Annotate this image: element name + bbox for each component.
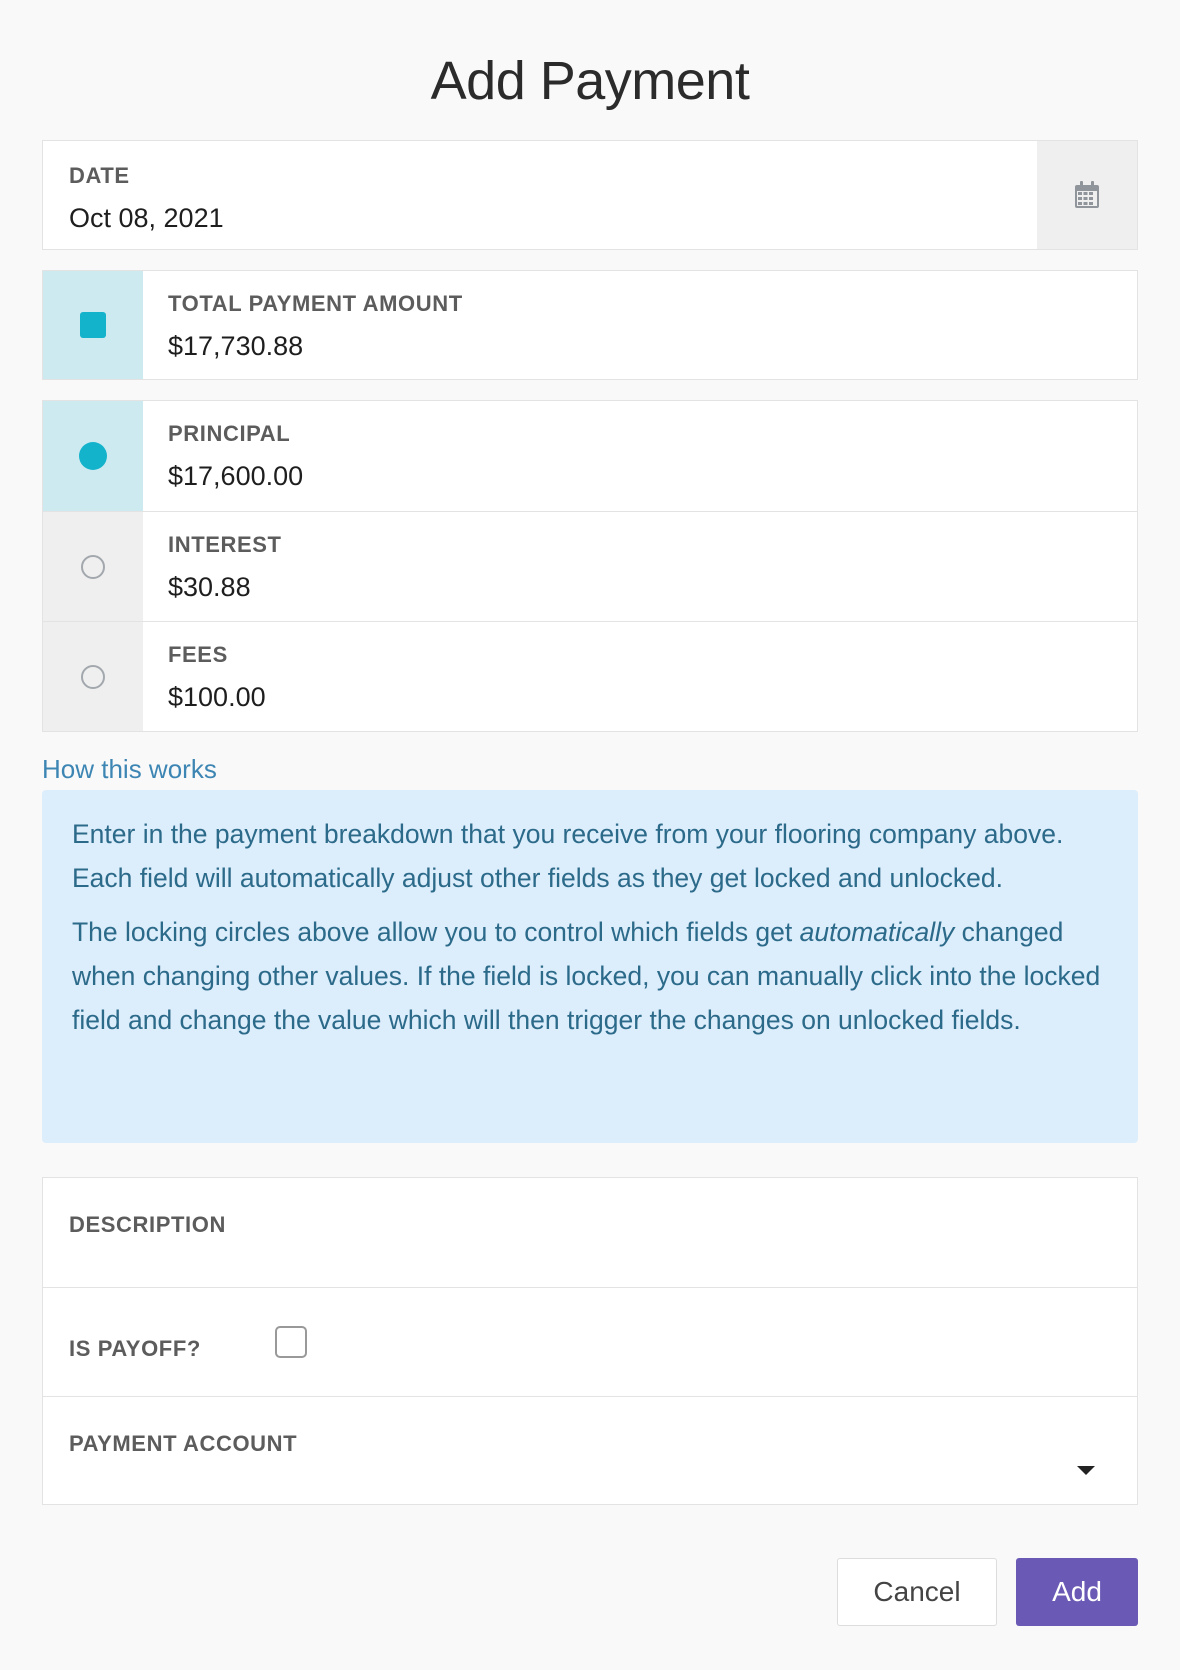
principal-row (43, 401, 1137, 511)
date-value[interactable]: Oct 08, 2021 (69, 203, 224, 233)
payment-account-label: PAYMENT ACCOUNT (69, 1431, 298, 1456)
locked-circle-icon (79, 442, 107, 470)
interest-row (43, 511, 1137, 621)
interest-lock-toggle[interactable] (43, 512, 143, 621)
total-value[interactable]: $17,730.88 (168, 331, 304, 361)
principal-label: PRINCIPAL (168, 421, 291, 446)
payment-account-field[interactable] (43, 1396, 1137, 1505)
calendar-icon (1074, 181, 1100, 209)
add-button[interactable]: Add (1016, 1558, 1138, 1626)
fees-label: FEES (168, 642, 228, 667)
interest-value[interactable]: $30.88 (168, 572, 251, 602)
payoff-label: IS PAYOFF? (69, 1336, 201, 1361)
total-label: TOTAL PAYMENT AMOUNT (168, 291, 463, 316)
fees-value[interactable]: $100.00 (168, 682, 266, 712)
lock-square-icon (80, 312, 106, 338)
help-paragraph-2: The locking circles above allow you to control which fields get automatically changed when changing other values. If the field is locked, you can manually click into the locked field and change the value which will then trigger the changes on unlocked fields. (72, 917, 1101, 1035)
how-this-works-link[interactable]: How this works (42, 754, 217, 784)
unlocked-circle-icon (81, 665, 105, 689)
fees-row (43, 621, 1137, 731)
chevron-down-icon[interactable] (1077, 1466, 1095, 1475)
total-payment-field (42, 270, 1138, 380)
help-paragraph-1: Enter in the payment breakdown that you receive from your flooring company above. Each field will automatically adjust other fields as they get locked and unlocked. (72, 819, 1064, 893)
payment-breakdown (42, 400, 1138, 732)
date-picker-button[interactable] (1037, 141, 1137, 249)
help-info-box (42, 790, 1138, 1143)
principal-value[interactable]: $17,600.00 (168, 461, 304, 491)
date-field[interactable] (42, 140, 1138, 250)
description-field[interactable] (43, 1178, 1137, 1287)
cancel-button[interactable]: Cancel (837, 1558, 997, 1626)
principal-lock-toggle[interactable] (43, 401, 143, 511)
fees-lock-toggle[interactable] (43, 622, 143, 731)
payoff-checkbox[interactable] (275, 1326, 307, 1358)
description-label: DESCRIPTION (69, 1212, 226, 1237)
interest-label: INTEREST (168, 532, 282, 557)
total-lock-toggle[interactable] (43, 271, 143, 379)
payment-details-form (42, 1177, 1138, 1505)
page-title: Add Payment (430, 51, 750, 111)
payoff-field (43, 1287, 1137, 1396)
unlocked-circle-icon (81, 555, 105, 579)
date-label: DATE (69, 163, 130, 188)
